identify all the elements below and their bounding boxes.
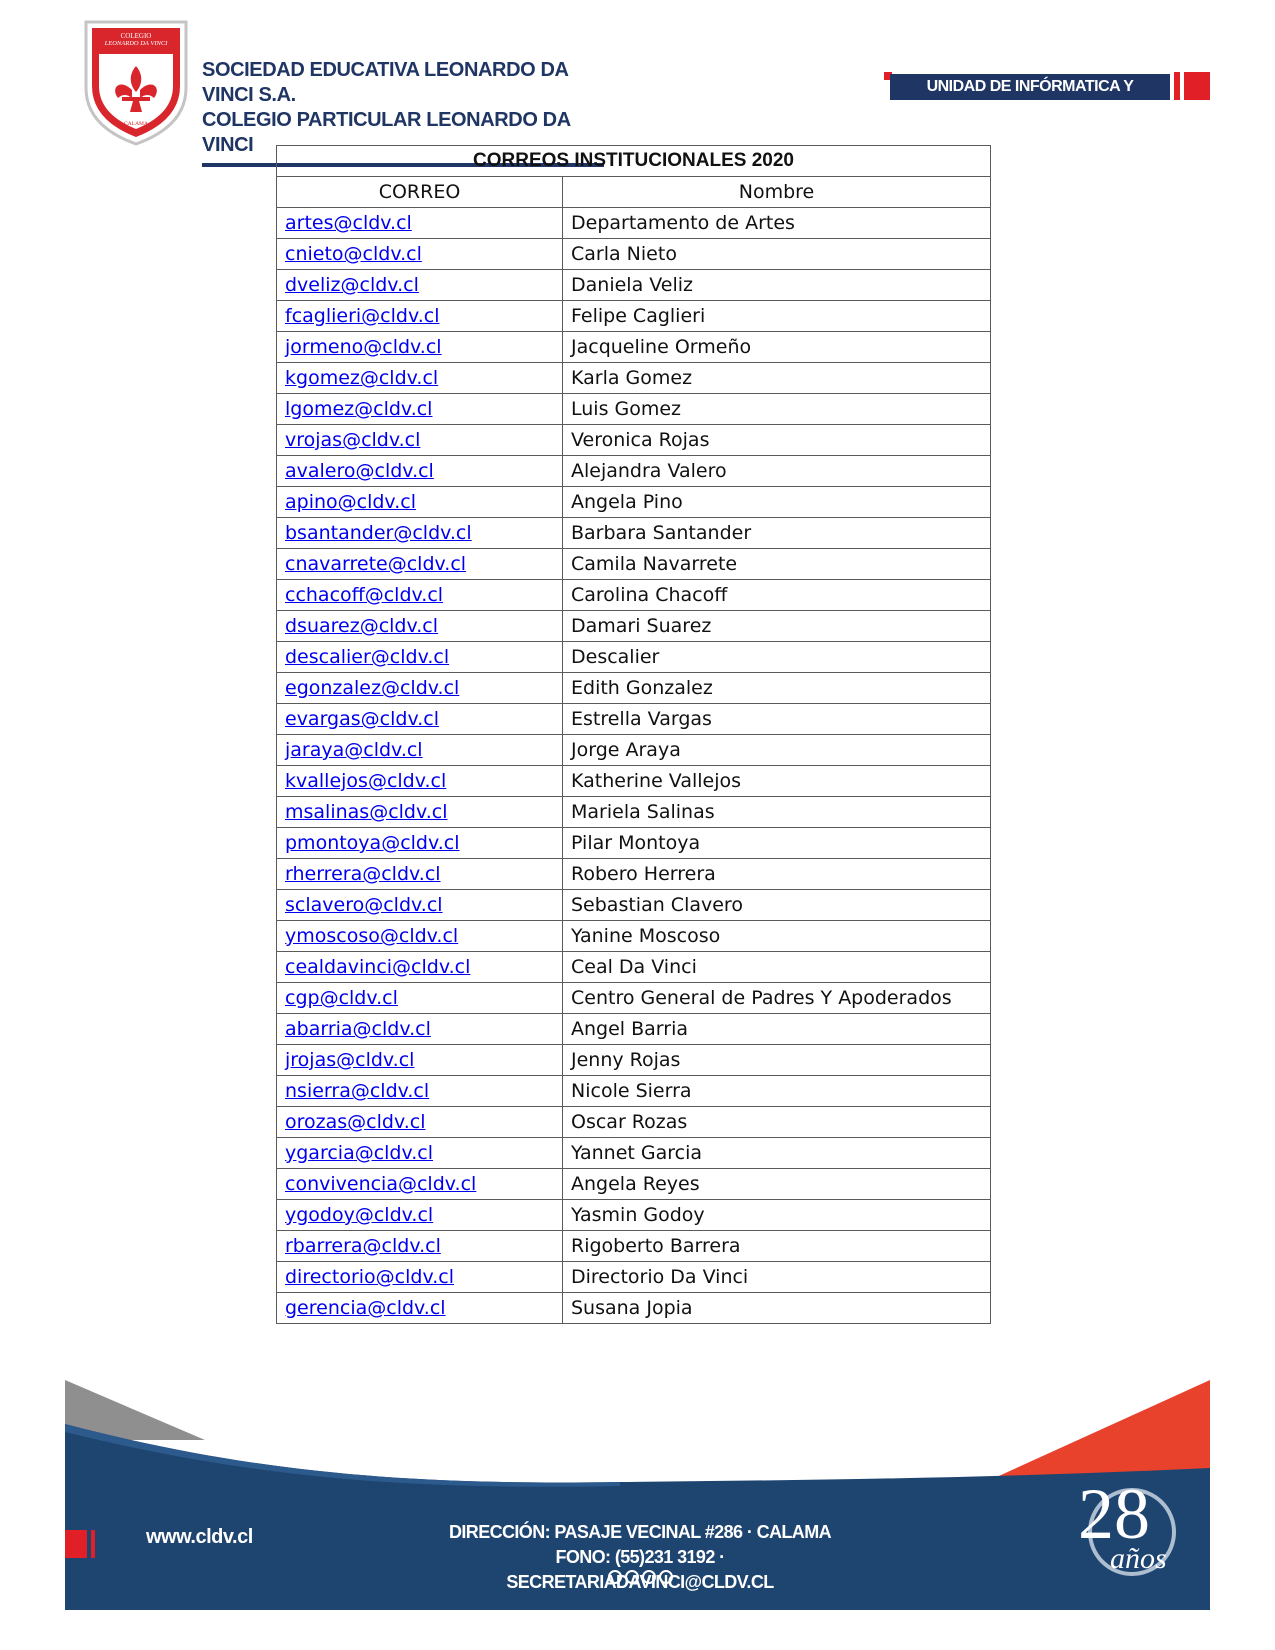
email-link[interactable]: gerencia@cldv.cl (285, 1297, 446, 1319)
org-line-1: SOCIEDAD EDUCATIVA LEONARDO DA VINCI S.A. (202, 59, 568, 106)
email-link[interactable]: artes@cldv.cl (285, 212, 412, 234)
table-row (277, 1169, 991, 1200)
name-cell: Descalier (563, 642, 991, 673)
name-cell: Mariela Salinas (563, 797, 991, 828)
email-link[interactable]: vrojas@cldv.cl (285, 429, 421, 451)
table-row (277, 1231, 991, 1262)
name-cell: Katherine Vallejos (563, 766, 991, 797)
email-cell (277, 1107, 563, 1138)
table-row (277, 704, 991, 735)
name-cell: Yannet Garcia (563, 1138, 991, 1169)
email-link[interactable]: cealdavinci@cldv.cl (285, 956, 471, 978)
name-cell: Nicole Sierra (563, 1076, 991, 1107)
email-link[interactable]: avalero@cldv.cl (285, 460, 434, 482)
email-link[interactable]: msalinas@cldv.cl (285, 801, 448, 823)
email-cell (277, 642, 563, 673)
email-link[interactable]: kgomez@cldv.cl (285, 367, 439, 389)
email-cell (277, 673, 563, 704)
table-title: CORREOS INSTITUCIONALES 2020 (277, 146, 991, 177)
email-cell (277, 859, 563, 890)
email-link[interactable]: evargas@cldv.cl (285, 708, 439, 730)
name-cell: Susana Jopia (563, 1293, 991, 1324)
email-cell (277, 1231, 563, 1262)
table-row (277, 673, 991, 704)
instagram-icon[interactable] (625, 1570, 639, 1584)
email-link[interactable]: jormeno@cldv.cl (285, 336, 442, 358)
facebook-icon[interactable] (608, 1570, 622, 1584)
name-cell: Angel Barria (563, 1014, 991, 1045)
website-link[interactable]: www.cldv.cl (146, 1526, 253, 1548)
email-link[interactable]: cchacoff@cldv.cl (285, 584, 444, 606)
email-link[interactable]: bsantander@cldv.cl (285, 522, 472, 544)
email-cell (277, 363, 563, 394)
email-cell (277, 952, 563, 983)
table-row (277, 1045, 991, 1076)
table-row (277, 890, 991, 921)
name-cell: Veronica Rojas (563, 425, 991, 456)
email-link[interactable]: rbarrera@cldv.cl (285, 1235, 441, 1257)
name-cell: Damari Suarez (563, 611, 991, 642)
table-row (277, 456, 991, 487)
name-cell: Karla Gomez (563, 363, 991, 394)
name-cell: Pilar Montoya (563, 828, 991, 859)
youtube-icon[interactable] (659, 1570, 673, 1584)
anniversary-badge (1070, 1474, 1200, 1585)
email-cell (277, 332, 563, 363)
email-link[interactable]: rherrera@cldv.cl (285, 863, 441, 885)
table-row (277, 239, 991, 270)
table-row (277, 208, 991, 239)
name-cell: Daniela Veliz (563, 270, 991, 301)
email-cell (277, 301, 563, 332)
twitter-icon[interactable] (642, 1570, 656, 1584)
crest-name-text: LEONARDO DA VINCI (104, 40, 168, 47)
email-cell (277, 239, 563, 270)
name-cell: Centro General de Padres Y Apoderados (563, 983, 991, 1014)
email-cell (277, 735, 563, 766)
unit-label: UNIDAD DE INFÓRMATICA Y SOPORTE (890, 74, 1170, 100)
email-cell (277, 704, 563, 735)
crest-city-text: CALAMA (124, 121, 148, 127)
email-cell (277, 766, 563, 797)
email-link[interactable]: jaraya@cldv.cl (285, 739, 423, 761)
email-link[interactable]: abarria@cldv.cl (285, 1018, 431, 1040)
email-link[interactable]: directorio@cldv.cl (285, 1266, 454, 1288)
table-row (277, 1293, 991, 1324)
email-link[interactable]: fcaglieri@cldv.cl (285, 305, 440, 327)
email-cell (277, 580, 563, 611)
email-link[interactable]: ymoscoso@cldv.cl (285, 925, 459, 947)
table-row (277, 394, 991, 425)
table-title-row (277, 146, 991, 177)
unit-accent-bar-wide (1184, 72, 1210, 100)
email-link[interactable]: ygodoy@cldv.cl (285, 1204, 434, 1226)
school-crest-logo (82, 18, 190, 146)
table-row (277, 952, 991, 983)
email-link[interactable]: kvallejos@cldv.cl (285, 770, 447, 792)
email-cell (277, 1169, 563, 1200)
name-cell: Jacqueline Ormeño (563, 332, 991, 363)
email-cell (277, 518, 563, 549)
email-cell (277, 1293, 563, 1324)
table-row (277, 1200, 991, 1231)
name-cell: Jenny Rojas (563, 1045, 991, 1076)
email-cell (277, 1045, 563, 1076)
page-footer (0, 1380, 1275, 1650)
email-cell (277, 1138, 563, 1169)
table-row (277, 332, 991, 363)
table-row (277, 1014, 991, 1045)
email-cell (277, 983, 563, 1014)
name-cell: Sebastian Clavero (563, 890, 991, 921)
table-row (277, 642, 991, 673)
table-row (277, 983, 991, 1014)
email-link[interactable]: pmontoya@cldv.cl (285, 832, 460, 854)
table-row (277, 1262, 991, 1293)
table-row (277, 766, 991, 797)
name-cell: Jorge Araya (563, 735, 991, 766)
email-link[interactable]: egonzalez@cldv.cl (285, 677, 460, 699)
table-row (277, 301, 991, 332)
email-link[interactable]: apino@cldv.cl (285, 491, 416, 513)
name-cell: Angela Reyes (563, 1169, 991, 1200)
table-row (277, 797, 991, 828)
email-cell (277, 394, 563, 425)
table-row (277, 270, 991, 301)
email-cell (277, 270, 563, 301)
email-cell (277, 425, 563, 456)
name-cell: Oscar Rozas (563, 1107, 991, 1138)
name-cell: Robero Herrera (563, 859, 991, 890)
name-cell: Departamento de Artes (563, 208, 991, 239)
table-body (277, 208, 991, 1324)
email-link[interactable]: convivencia@cldv.cl (285, 1173, 477, 1195)
name-cell: Carla Nieto (563, 239, 991, 270)
email-cell (277, 1262, 563, 1293)
email-cell (277, 1200, 563, 1231)
name-cell: Directorio Da Vinci (563, 1262, 991, 1293)
email-cell (277, 921, 563, 952)
table-row (277, 518, 991, 549)
email-link[interactable]: nsierra@cldv.cl (285, 1080, 430, 1102)
email-cell (277, 549, 563, 580)
table-header-row (277, 177, 991, 208)
email-cell (277, 1076, 563, 1107)
name-cell: Rigoberto Barrera (563, 1231, 991, 1262)
table-row (277, 735, 991, 766)
email-cell (277, 208, 563, 239)
table-row (277, 363, 991, 394)
name-cell: Camila Navarrete (563, 549, 991, 580)
crest-top-text: COLEGIO (120, 32, 152, 40)
name-cell: Alejandra Valero (563, 456, 991, 487)
unit-accent-bar-thin (1174, 72, 1180, 100)
name-cell: Estrella Vargas (563, 704, 991, 735)
email-cell (277, 456, 563, 487)
table-row (277, 425, 991, 456)
table-row (277, 1107, 991, 1138)
name-cell: Yasmin Godoy (563, 1200, 991, 1231)
name-cell: Barbara Santander (563, 518, 991, 549)
address-text: DIRECCIÓN: PASAJE VECINAL #286 · CALAMA (449, 1522, 831, 1542)
unit-label-block (884, 72, 1209, 121)
email-link[interactable]: cgp@cldv.cl (285, 987, 398, 1009)
email-link[interactable]: ygarcia@cldv.cl (285, 1142, 434, 1164)
table-row (277, 580, 991, 611)
email-cell (277, 487, 563, 518)
name-cell: Angela Pino (563, 487, 991, 518)
email-link[interactable]: cnieto@cldv.cl (285, 243, 422, 265)
table-row (277, 611, 991, 642)
column-header-name: Nombre (563, 177, 991, 208)
institutional-emails-table (276, 145, 991, 1324)
email-cell (277, 890, 563, 921)
org-line-2: COLEGIO PARTICULAR LEONARDO DA VINCI (202, 109, 570, 156)
email-cell (277, 611, 563, 642)
email-link[interactable]: dveliz@cldv.cl (285, 274, 419, 296)
globe-icon (0, 1380, 22, 1402)
name-cell: Ceal Da Vinci (563, 952, 991, 983)
email-link[interactable]: orozas@cldv.cl (285, 1111, 426, 1133)
email-link[interactable]: cnavarrete@cldv.cl (285, 553, 467, 575)
table-row (277, 549, 991, 580)
table-row (277, 1076, 991, 1107)
name-cell: Carolina Chacoff (563, 580, 991, 611)
email-cell (277, 797, 563, 828)
email-link[interactable]: sclavero@cldv.cl (285, 894, 443, 916)
email-link[interactable]: dsuarez@cldv.cl (285, 615, 439, 637)
anniversary-number: 28 (1078, 1474, 1150, 1554)
column-header-email: CORREO (277, 177, 563, 208)
email-link[interactable]: descalier@cldv.cl (285, 646, 450, 668)
email-link[interactable]: lgomez@cldv.cl (285, 398, 433, 420)
table-row (277, 487, 991, 518)
email-cell (277, 828, 563, 859)
anniversary-word: años (1110, 1542, 1167, 1575)
email-cell (277, 1014, 563, 1045)
social-icons (608, 1570, 673, 1584)
table-row (277, 1138, 991, 1169)
table-row (277, 828, 991, 859)
name-cell: Felipe Caglieri (563, 301, 991, 332)
email-link[interactable]: jrojas@cldv.cl (285, 1049, 415, 1071)
phone-email-text: FONO: (55)231 3192 · SECRETARIADAVINCI@CLDV.CL (506, 1547, 774, 1592)
name-cell: Luis Gomez (563, 394, 991, 425)
name-cell: Edith Gonzalez (563, 673, 991, 704)
table-row (277, 921, 991, 952)
table-row (277, 859, 991, 890)
name-cell: Yanine Moscoso (563, 921, 991, 952)
